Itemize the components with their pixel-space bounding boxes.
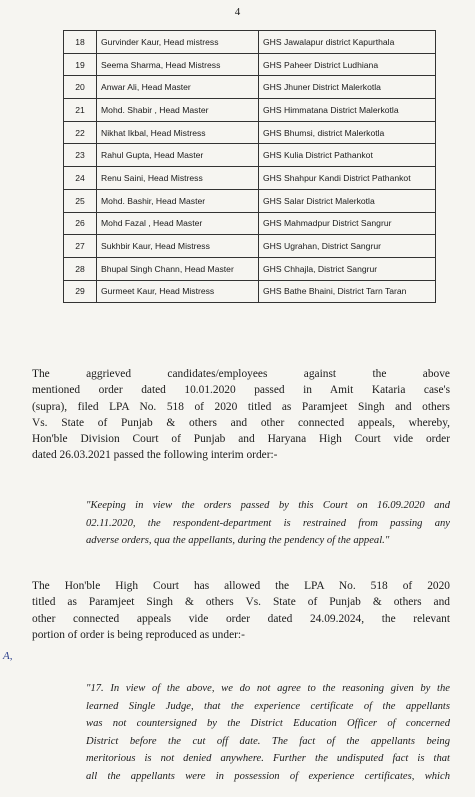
quote-line: learned Single Judge, that the experience certificate of the appellants — [86, 700, 450, 712]
name-designation-cell: Gurmeet Kaur, Head Mistress — [97, 280, 259, 303]
quote-line: "Keeping in view the orders passed by this Court on 16.09.2020 and — [86, 500, 450, 511]
school-district-cell: GHS Jawalapur district Kapurthala — [259, 31, 436, 54]
table-row — [64, 235, 436, 258]
name-designation-cell: Gurvinder Kaur, Head mistress — [97, 31, 259, 54]
paragraph-lpa-allowed — [32, 578, 450, 643]
school-district-cell: GHS Mahmadpur District Sangrur — [259, 212, 436, 235]
school-district-cell: GHS Salar District Malerkotla — [259, 189, 436, 212]
quote-line: "17. In view of the above, we do not agree to the reasoning given by the — [86, 683, 450, 694]
school-district-cell: GHS Shahpur Kandi District Pathankot — [259, 167, 436, 190]
quote-line: was not countersigned by the District Education Officer of concerned — [86, 718, 450, 729]
name-designation-cell: Anwar Ali, Head Master — [97, 76, 259, 99]
text-line: portion of order is being reproduced as under:- — [32, 628, 245, 641]
text-line: Vs. State of Punjab & others and other connected appeals, whereby, — [32, 416, 450, 429]
quote-line: 02.11.2020, the respondent-department is restrained from passing any — [86, 517, 450, 529]
serial-number-cell: 26 — [64, 212, 97, 235]
serial-number-cell: 28 — [64, 257, 97, 280]
table-row — [64, 76, 436, 99]
text-line: Hon'ble Division Court of Punjab and Haryana High Court vide order — [32, 433, 450, 446]
text-line: The aggrieved candidates/employees against the above — [32, 368, 450, 380]
quote-judgment-excerpt — [86, 680, 450, 785]
school-district-cell: GHS Paheer District Ludhiana — [259, 53, 436, 76]
table-row — [64, 31, 436, 54]
school-district-cell: GHS Bathe Bhaini, District Tarn Taran — [259, 280, 436, 303]
page-number: 4 — [234, 6, 241, 18]
name-designation-cell: Rahul Gupta, Head Master — [97, 144, 259, 167]
school-district-cell: GHS Ugrahan, District Sangrur — [259, 235, 436, 258]
table-row — [64, 280, 436, 303]
text-line: other connected appeals vide order dated 24.09.2024, the relevant — [32, 612, 450, 625]
school-district-cell: GHS Bhumsi, district Malerkotla — [259, 121, 436, 144]
staff-table — [63, 30, 436, 303]
text-line: titled as Paramjeet Singh & others Vs. State of Punjab & others and — [32, 596, 450, 609]
school-district-cell: GHS Kulia District Pathankot — [259, 144, 436, 167]
serial-number-cell: 27 — [64, 235, 97, 258]
text-line: The Hon'ble High Court has allowed the LPA No. 518 of 2020 — [32, 580, 450, 592]
serial-number-cell: 18 — [64, 31, 97, 54]
quote-line: District before the cut off date. The fact of the appellants being — [86, 735, 450, 747]
name-designation-cell: Seema Sharma, Head Mistress — [97, 53, 259, 76]
serial-number-cell: 22 — [64, 121, 97, 144]
quote-interim-order — [86, 497, 450, 550]
text-line: mentioned order dated 10.01.2020 passed in Amit Kataria case's — [32, 384, 450, 397]
serial-number-cell: 29 — [64, 280, 97, 303]
school-district-cell: GHS Jhuner District Malerkotla — [259, 76, 436, 99]
name-designation-cell: Mohd Fazal , Head Master — [97, 212, 259, 235]
margin-handwritten-note: A, — [3, 650, 13, 662]
table-row — [64, 257, 436, 280]
table-row — [64, 144, 436, 167]
name-designation-cell: Renu Saini, Head Mistress — [97, 167, 259, 190]
table-row — [64, 167, 436, 190]
serial-number-cell: 19 — [64, 53, 97, 76]
text-line: (supra), filed LPA No. 518 of 2020 titled as Paramjeet Singh and others — [32, 400, 450, 413]
table-row — [64, 99, 436, 122]
name-designation-cell: Nikhat Ikbal, Head Mistress — [97, 121, 259, 144]
school-district-cell: GHS Chhajla, District Sangrur — [259, 257, 436, 280]
serial-number-cell: 23 — [64, 144, 97, 167]
text-line: dated 26.03.2021 passed the following interim order:- — [32, 449, 278, 462]
table-row — [64, 53, 436, 76]
name-designation-cell: Bhupal Singh Chann, Head Master — [97, 257, 259, 280]
serial-number-cell: 20 — [64, 76, 97, 99]
table-row — [64, 212, 436, 235]
quote-line: meritorious is not denied anywhere. Further the undisputed fact is that — [86, 753, 450, 764]
quote-line: adverse orders, qua the appellants, during the pendency of the appeal." — [86, 535, 390, 546]
name-designation-cell: Sukhbir Kaur, Head Mistress — [97, 235, 259, 258]
serial-number-cell: 25 — [64, 189, 97, 212]
school-district-cell: GHS Himmatana District Malerkotla — [259, 99, 436, 122]
table-row — [64, 121, 436, 144]
serial-number-cell: 24 — [64, 167, 97, 190]
name-designation-cell: Mohd. Shabir , Head Master — [97, 99, 259, 122]
table-row — [64, 189, 436, 212]
quote-line: all the appellants were in possession of experience certificates, which — [86, 770, 450, 782]
paragraph-interim-order — [32, 366, 450, 464]
serial-number-cell: 21 — [64, 99, 97, 122]
name-designation-cell: Mohd. Bashir, Head Master — [97, 189, 259, 212]
